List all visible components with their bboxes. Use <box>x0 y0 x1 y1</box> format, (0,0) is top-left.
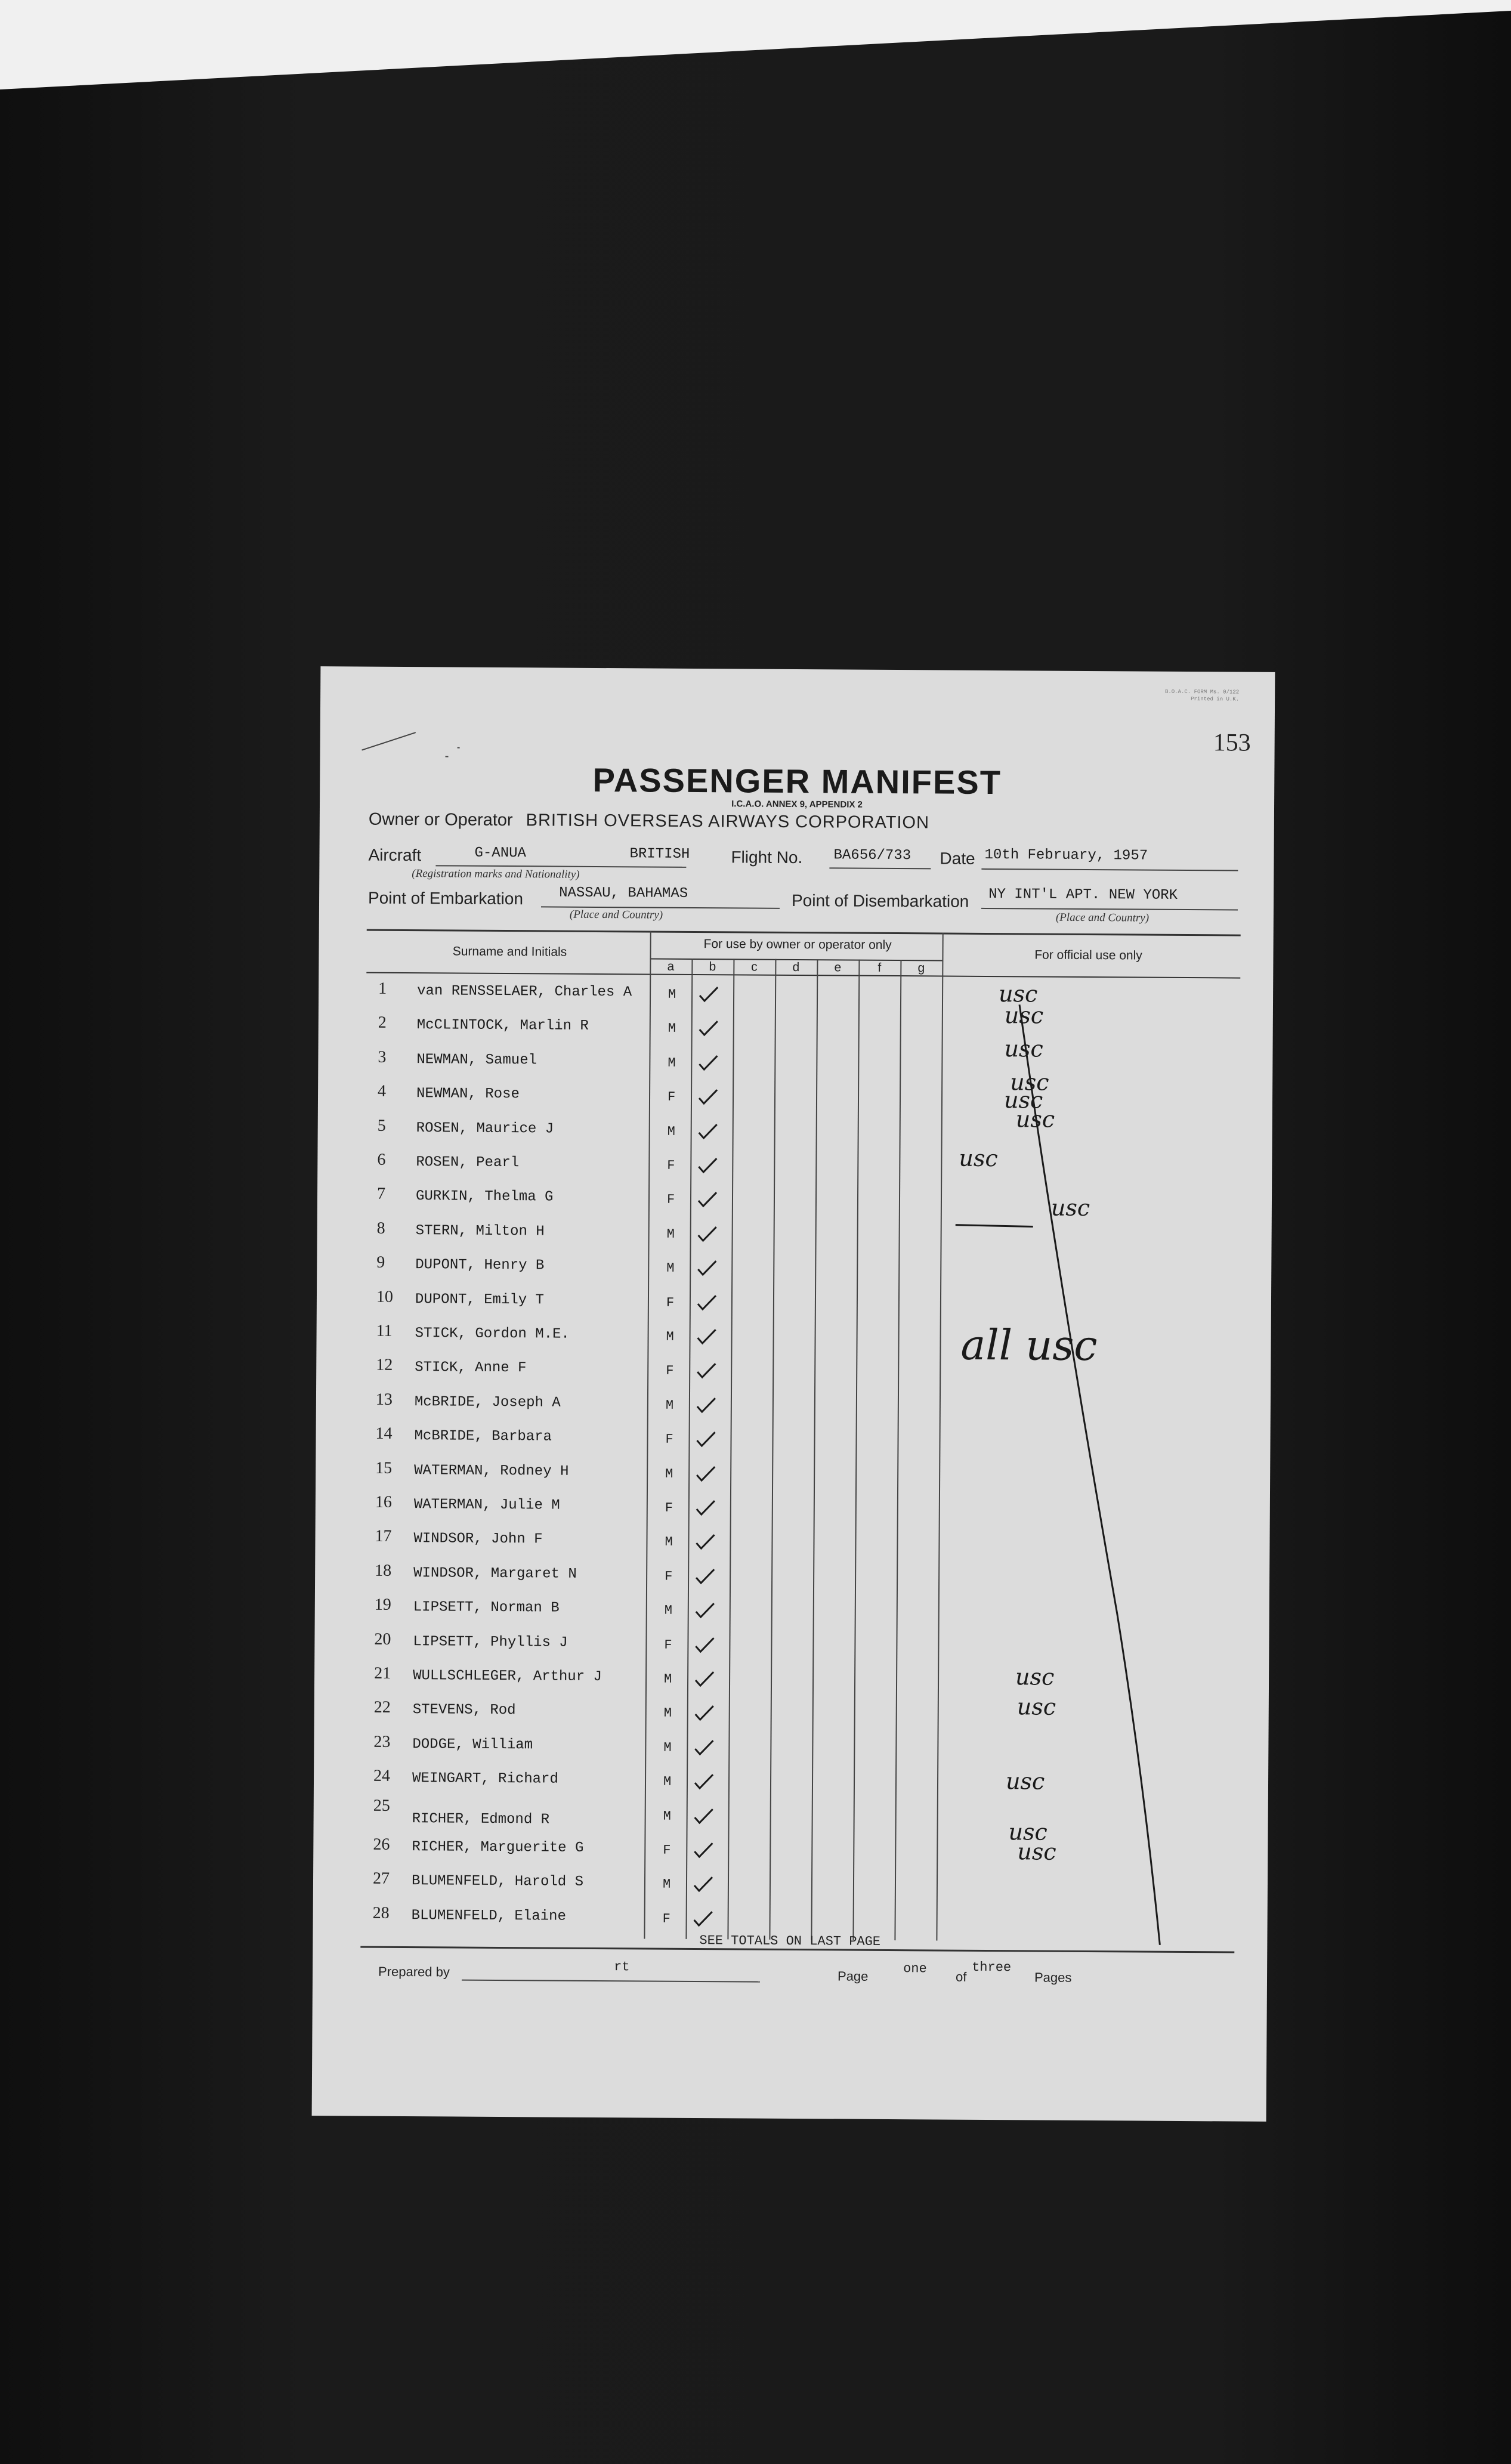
passenger-sex: M <box>667 1124 675 1139</box>
passenger-sex: F <box>667 1089 676 1105</box>
prepared-label: Prepared by <box>378 1964 450 1980</box>
passenger-sex: F <box>666 1364 674 1379</box>
passenger-name: WULLSCHLEGER, Arthur J <box>413 1668 602 1686</box>
row-number: 13 <box>375 1390 393 1409</box>
page-subtitle: I.C.A.O. ANNEX 9, APPENDIX 2 <box>731 799 863 810</box>
sub-col-b: b <box>709 960 716 974</box>
passenger-sex: F <box>665 1569 673 1584</box>
passenger-sex: M <box>663 1740 672 1755</box>
passenger-name: LIPSETT, Phyllis J <box>413 1633 568 1651</box>
row-number: 14 <box>375 1424 393 1443</box>
passenger-sex: M <box>663 1774 672 1789</box>
aircraft-label: Aircraft <box>368 845 422 865</box>
passenger-sex: M <box>666 1329 674 1344</box>
row-number: 3 <box>378 1047 387 1066</box>
passenger-name: McBRIDE, Barbara <box>414 1428 552 1445</box>
sub-col-a: a <box>667 959 675 973</box>
page-label: Page <box>837 1968 869 1984</box>
row-number: 26 <box>373 1835 390 1854</box>
passenger-name: DUPONT, Emily T <box>415 1291 545 1309</box>
date-value: 10th February, 1957 <box>984 846 1148 864</box>
row-number: 16 <box>375 1492 392 1511</box>
official-mark: usc <box>1005 1768 1045 1795</box>
row-number: 1 <box>378 979 387 998</box>
row-number: 2 <box>378 1013 387 1032</box>
passenger-name: STICK, Gordon M.E. <box>415 1325 570 1343</box>
official-mark: usc <box>1015 1664 1055 1690</box>
passenger-name: NEWMAN, Rose <box>416 1086 520 1103</box>
row-number: 15 <box>375 1458 393 1477</box>
of-label: of <box>955 1969 967 1984</box>
row-number: 20 <box>374 1630 391 1649</box>
totals-note: SEE TOTALS ON LAST PAGE <box>699 1933 881 1949</box>
row-number: 9 <box>376 1253 385 1272</box>
passenger-sex: M <box>663 1808 671 1824</box>
official-bracket-line <box>312 666 1275 2122</box>
date-label: Date <box>940 849 975 868</box>
owner-value: BRITISH OVERSEAS AIRWAYS CORPORATION <box>526 811 930 833</box>
row-number: 19 <box>374 1595 391 1615</box>
row-number: 23 <box>373 1732 391 1751</box>
sub-col-e: e <box>834 960 842 975</box>
official-mark: usc <box>1016 1693 1056 1720</box>
row-number: 5 <box>377 1116 386 1135</box>
passenger-sex: F <box>667 1158 675 1173</box>
official-mark: usc <box>998 981 1038 1007</box>
row-number: 25 <box>373 1796 390 1815</box>
passenger-name: ROSEN, Pearl <box>416 1154 520 1171</box>
row-number: 17 <box>375 1527 392 1546</box>
passenger-name: BLUMENFELD, Elaine <box>411 1907 566 1925</box>
row-number: 18 <box>375 1561 392 1580</box>
embark-value: NASSAU, BAHAMAS <box>559 885 688 902</box>
passenger-sex: M <box>663 1671 672 1687</box>
row-number: 7 <box>376 1185 386 1204</box>
disembark-value: NY INT'L APT. NEW YORK <box>988 886 1178 904</box>
page-number: 153 <box>1213 729 1251 757</box>
row-number: 28 <box>372 1903 390 1922</box>
embark-note: (Place and Country) <box>569 908 663 922</box>
passenger-name: DUPONT, Henry B <box>415 1257 545 1274</box>
pages-label: Pages <box>1034 1970 1072 1985</box>
official-mark: usc <box>1004 1035 1043 1062</box>
official-mark: usc <box>1015 1106 1055 1133</box>
passenger-name: WATERMAN, Rodney H <box>414 1462 569 1480</box>
passenger-sex: M <box>666 1226 675 1242</box>
row-number: 27 <box>372 1869 390 1888</box>
passenger-sex: F <box>663 1842 671 1858</box>
page-value: one <box>903 1961 927 1977</box>
sub-col-d: d <box>792 960 800 975</box>
passenger-sex: M <box>668 1055 676 1071</box>
sub-col-g: g <box>917 961 925 975</box>
passenger-name: STEVENS, Rod <box>412 1702 516 1719</box>
col-surname-header: Surname and Initials <box>452 944 567 959</box>
official-mark: usc <box>1003 1087 1043 1114</box>
row-number: 4 <box>377 1081 387 1101</box>
passenger-name: WINDSOR, Margaret N <box>413 1565 577 1582</box>
passenger-name: BLUMENFELD, Harold S <box>411 1873 584 1891</box>
row-number: 6 <box>377 1150 386 1169</box>
passenger-sex: M <box>665 1535 673 1550</box>
passenger-name: RICHER, Edmond R <box>412 1810 550 1828</box>
passenger-sex: M <box>663 1706 672 1721</box>
passenger-name: WINDSOR, John F <box>413 1531 543 1548</box>
aircraft-value: G-ANUA <box>474 845 527 862</box>
disembark-label: Point of Disembarkation <box>791 891 969 911</box>
passenger-sex: M <box>664 1603 673 1618</box>
passenger-sex: F <box>666 1295 675 1310</box>
printed-note: Printed in U.K. <box>1191 696 1240 703</box>
official-mark: usc <box>1008 1819 1047 1845</box>
passenger-name: McBRIDE, Joseph A <box>414 1393 561 1411</box>
row-number: 24 <box>373 1766 391 1786</box>
passenger-name: van RENSSELAER, Charles A <box>417 983 632 1001</box>
row-number: 11 <box>376 1321 393 1340</box>
passenger-sex: F <box>666 1192 675 1208</box>
passenger-sex: F <box>662 1911 670 1927</box>
passenger-sex: M <box>665 1398 674 1413</box>
sub-col-c: c <box>751 960 758 974</box>
registration-note: (Registration marks and Nationality) <box>412 867 580 881</box>
page-title: PASSENGER MANIFEST <box>592 760 1002 802</box>
flight-value: BA656/733 <box>833 847 911 864</box>
disembark-note: (Place and Country) <box>1055 911 1150 925</box>
row-number: 21 <box>374 1664 391 1683</box>
passenger-sex: M <box>662 1877 671 1893</box>
manifest-sheet <box>312 666 1275 2122</box>
row-number: 10 <box>376 1287 394 1306</box>
passenger-sex: M <box>668 1021 676 1037</box>
col-owner-header: For use by owner or operator only <box>703 937 892 952</box>
passenger-sex: M <box>666 1260 675 1276</box>
passenger-name: STICK, Anne F <box>415 1359 527 1377</box>
row-number: 8 <box>376 1219 385 1238</box>
embark-label: Point of Embarkation <box>367 888 524 908</box>
official-mark: usc <box>1010 1069 1049 1096</box>
row-number: 12 <box>376 1356 393 1375</box>
prepared-value: rt <box>614 1959 630 1975</box>
official-mark: usc <box>959 1145 998 1172</box>
official-mark: usc <box>1050 1194 1090 1222</box>
passenger-name: LIPSETT, Norman B <box>413 1599 560 1616</box>
passenger-sex: F <box>665 1432 673 1447</box>
passenger-name: DODGE, William <box>412 1736 533 1754</box>
passenger-name: GURKIN, Thelma G <box>415 1188 554 1205</box>
flight-label: Flight No. <box>731 848 803 867</box>
passenger-name: RICHER, Marguerite G <box>412 1839 584 1856</box>
row-number: 22 <box>373 1698 391 1717</box>
passenger-sex: F <box>664 1637 672 1653</box>
official-mark: usc <box>1004 1002 1044 1029</box>
of-value: three <box>972 1959 1012 1975</box>
passenger-name: WATERMAN, Julie M <box>413 1497 560 1514</box>
col-official-header: For official use only <box>1034 948 1142 963</box>
nationality-value: BRITISH <box>629 846 690 862</box>
official-mark-all: all usc <box>960 1320 1098 1371</box>
passenger-name: WEINGART, Richard <box>412 1770 558 1788</box>
passenger-sex: F <box>665 1500 673 1516</box>
passenger-name: STERN, Milton H <box>415 1222 545 1240</box>
sub-col-f: f <box>877 960 882 975</box>
owner-label: Owner or Operator <box>368 809 513 830</box>
passenger-sex: M <box>668 987 676 1002</box>
form-code: B.O.A.C. FORM Ms. 0/122 <box>1164 688 1240 695</box>
passenger-name: ROSEN, Maurice J <box>416 1120 554 1137</box>
passenger-sex: M <box>665 1466 673 1482</box>
official-mark: usc <box>1017 1838 1056 1865</box>
passenger-name: McCLINTOCK, Marlin R <box>416 1017 589 1035</box>
passenger-name: NEWMAN, Samuel <box>416 1051 537 1069</box>
